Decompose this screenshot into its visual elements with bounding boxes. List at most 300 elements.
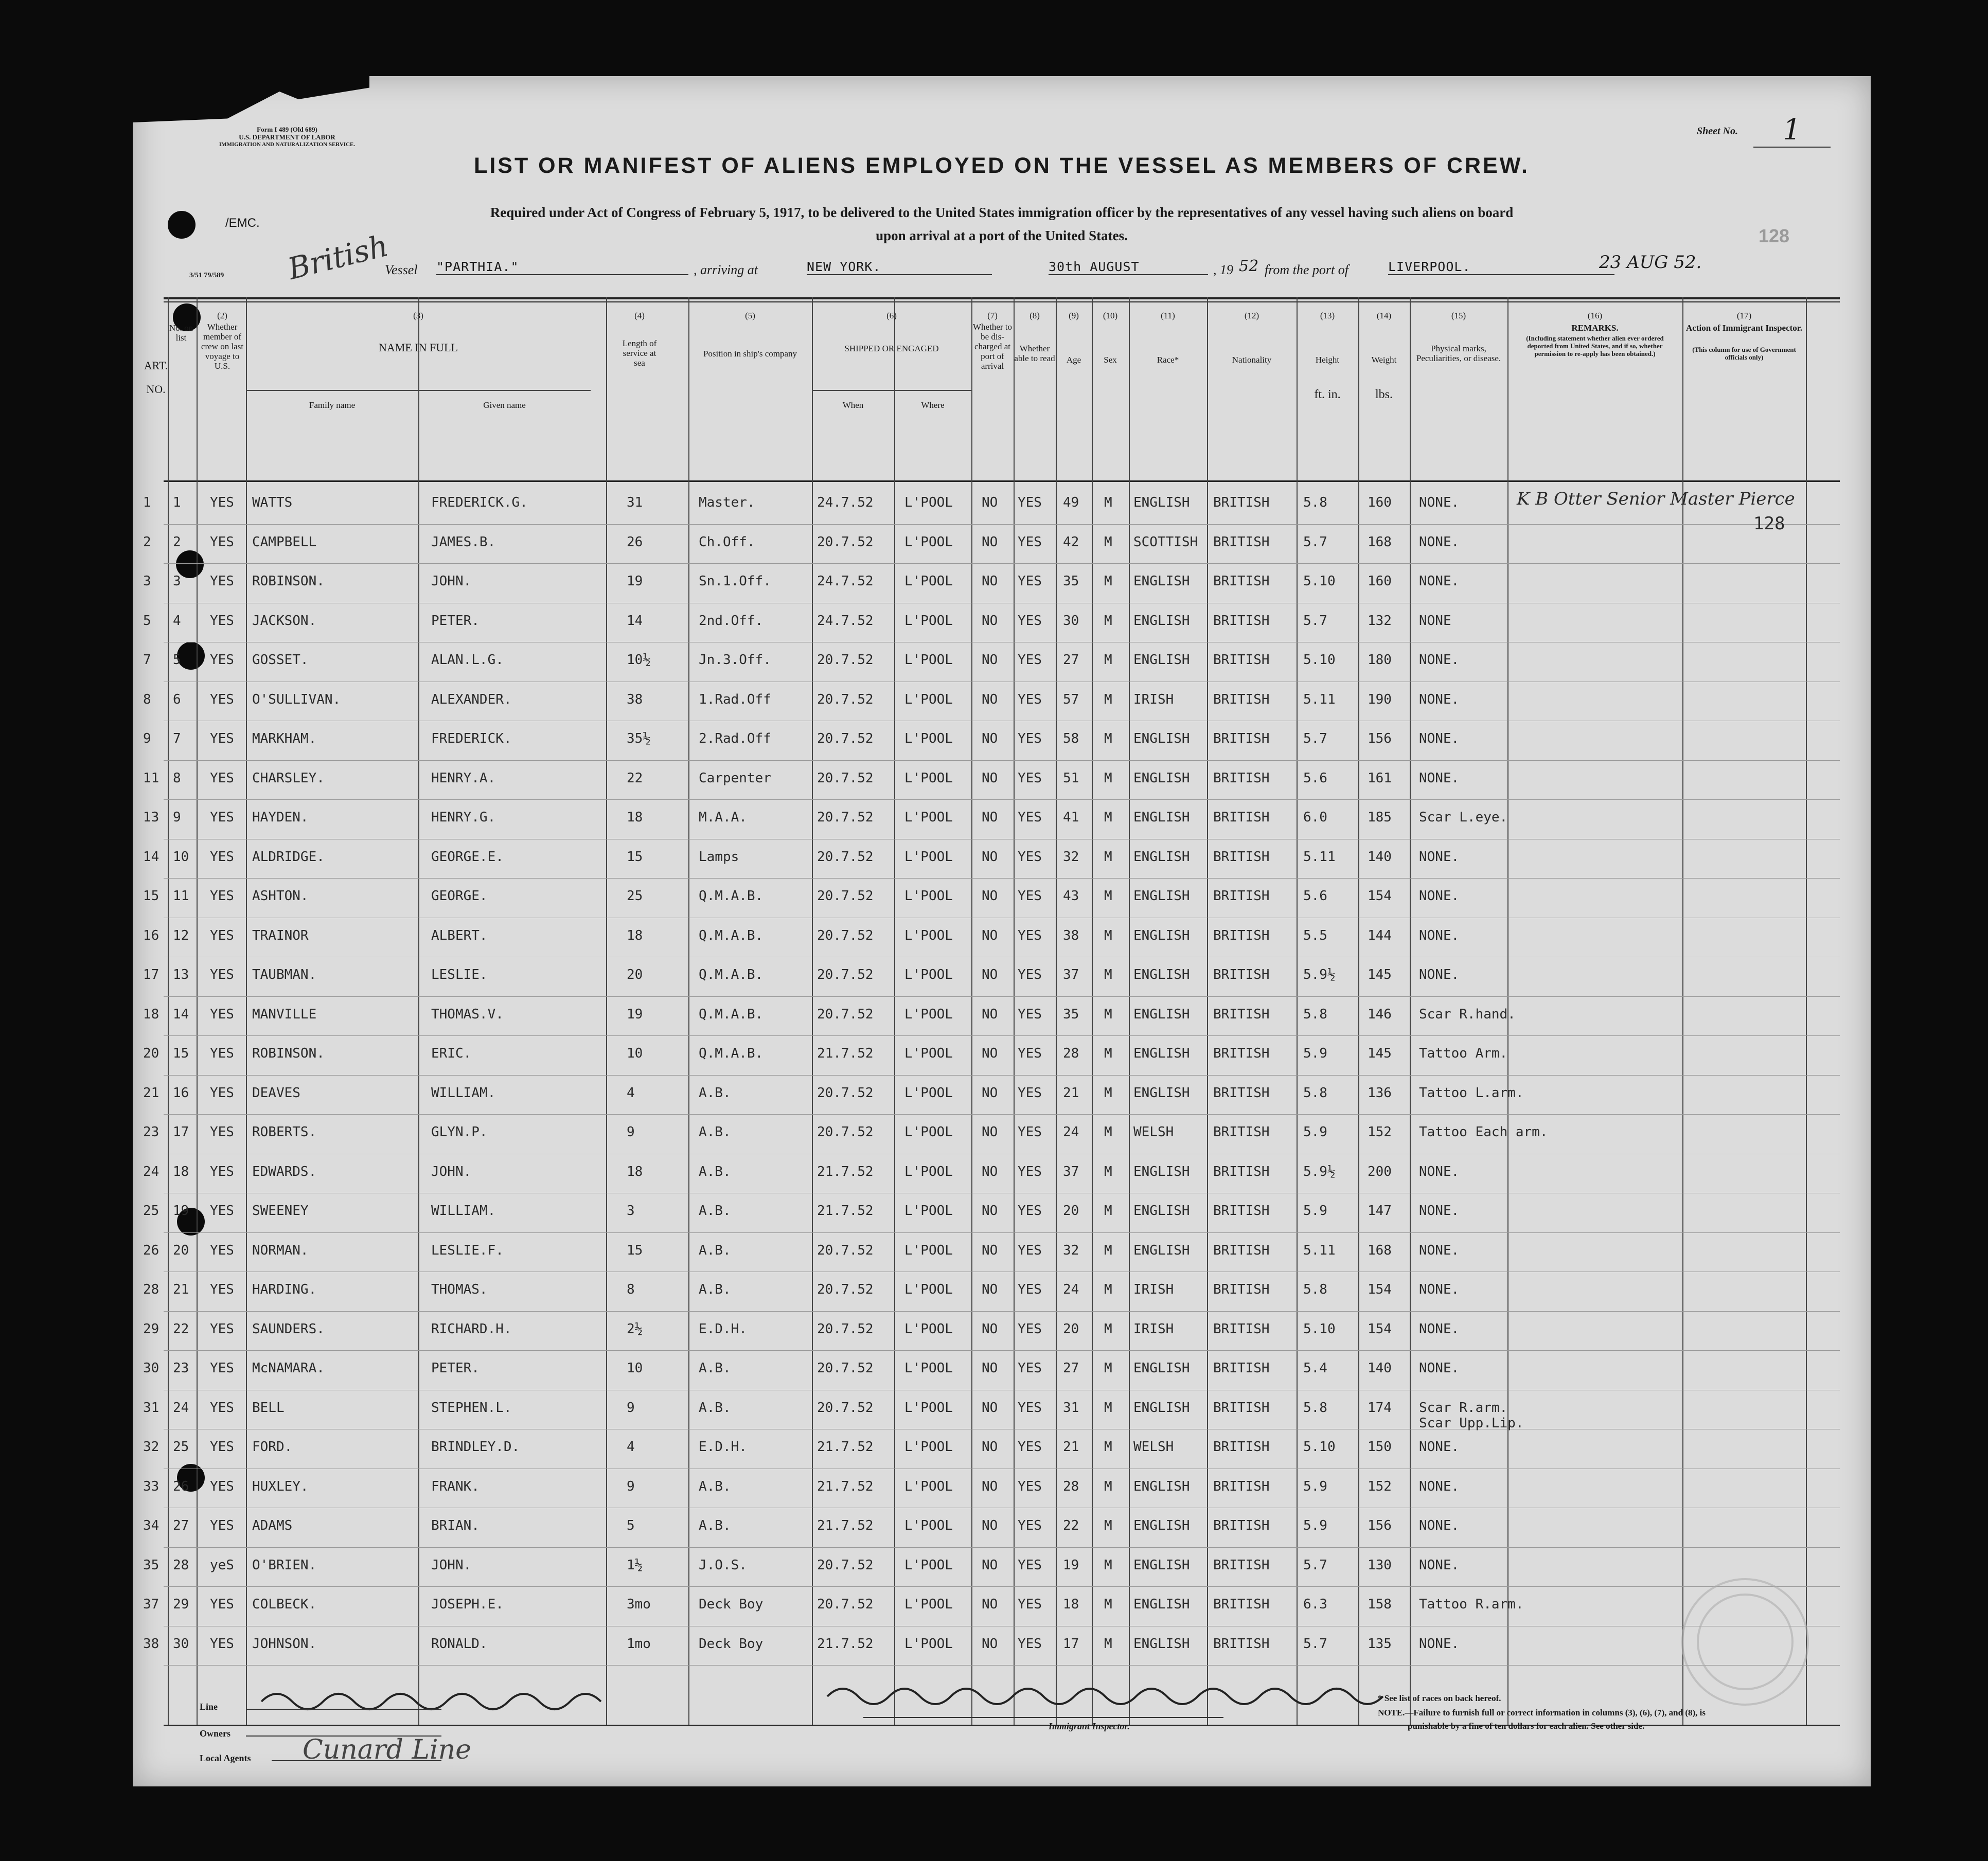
row-position: A.B. xyxy=(699,1203,731,1219)
row-last-voyage: YES xyxy=(210,495,234,510)
table-row xyxy=(133,842,1871,881)
row-discharge: NO xyxy=(982,1518,998,1533)
row-race: IRISH xyxy=(1133,1282,1174,1297)
row-art-no: 18 xyxy=(143,1006,159,1022)
row-last-voyage: YES xyxy=(210,1006,234,1022)
col7-num: (7) xyxy=(987,311,998,320)
row-last-voyage: YES xyxy=(210,1203,234,1219)
row-nationality: BRITISH xyxy=(1213,691,1270,707)
row-race: ENGLISH xyxy=(1133,1164,1190,1179)
col-inspector-subheader: (This column for use of Government officials only) xyxy=(1692,346,1796,361)
row-read: YES xyxy=(1018,1006,1042,1022)
row-when: 20.7.52 xyxy=(817,1085,874,1101)
row-marks: Scar L.eye. xyxy=(1419,810,1508,825)
row-race: IRISH xyxy=(1133,1321,1174,1337)
table-row xyxy=(133,566,1871,605)
row-marks: NONE. xyxy=(1419,1518,1460,1533)
row-last-voyage: YES xyxy=(210,652,234,668)
row-given-name: STEPHEN.L. xyxy=(431,1400,512,1416)
table-row xyxy=(133,921,1871,960)
row-age: 28 xyxy=(1063,1478,1079,1494)
row-age: 17 xyxy=(1063,1636,1079,1652)
row-discharge: NO xyxy=(982,1321,998,1337)
col-name-header: NAME IN FULL xyxy=(379,341,458,354)
sheet-number: 1 xyxy=(1753,113,1831,148)
row-marks: NONE. xyxy=(1419,1361,1460,1376)
row-discharge: NO xyxy=(982,574,998,589)
row-service: 19 xyxy=(627,574,643,589)
row-list-no: 7 xyxy=(173,731,181,746)
row-marks: Tattoo Arm. xyxy=(1419,1046,1508,1061)
table-row xyxy=(133,1432,1871,1471)
row-rule xyxy=(164,1547,1840,1548)
table-row xyxy=(133,1196,1871,1235)
row-when: 20.7.52 xyxy=(817,1242,874,1258)
row-weight: 147 xyxy=(1368,1203,1392,1219)
row-family-name: WATTS xyxy=(252,495,293,510)
row-marks: Tattoo R.arm. xyxy=(1419,1597,1524,1612)
row-sex: M xyxy=(1104,1400,1112,1416)
row-list-no: 29 xyxy=(173,1597,189,1612)
col3-num: (3) xyxy=(413,311,423,320)
col-height-header: Height xyxy=(1315,355,1340,365)
inspector-signature-line xyxy=(863,1717,1223,1718)
col9-num: (9) xyxy=(1069,311,1079,320)
row-given-name: JOHN. xyxy=(431,574,472,589)
col8-num: (8) xyxy=(1030,311,1040,320)
table-row xyxy=(133,960,1871,999)
row-race: ENGLISH xyxy=(1133,652,1190,668)
row-when: 20.7.52 xyxy=(817,1361,874,1376)
row-art-no: 32 xyxy=(143,1439,159,1455)
row-art-no: 9 xyxy=(143,731,151,746)
row-discharge: NO xyxy=(982,967,998,982)
row-position: A.B. xyxy=(699,1164,731,1179)
col-list-no-header: No. on list xyxy=(169,323,193,343)
row-rule xyxy=(164,524,1840,525)
col-discharge-header: Whether to be dis-charged at port of arrival xyxy=(973,322,1012,371)
row-given-name: HENRY.G. xyxy=(431,810,496,825)
row-weight: 190 xyxy=(1368,691,1392,707)
row-given-name: GEORGE. xyxy=(431,888,488,904)
row-list-no: 6 xyxy=(173,691,181,707)
sheet-label: Sheet No. xyxy=(1697,126,1738,137)
row-art-no: 26 xyxy=(143,1242,159,1258)
arrival-port: NEW YORK. xyxy=(807,259,992,275)
row-race: ENGLISH xyxy=(1133,731,1190,746)
row-given-name: WILLIAM. xyxy=(431,1203,496,1219)
row-weight: 154 xyxy=(1368,1282,1392,1297)
row-list-no: 8 xyxy=(173,770,181,786)
row-given-name: THOMAS.V. xyxy=(431,1006,504,1022)
row-age: 57 xyxy=(1063,691,1079,707)
row-where: L'POOL xyxy=(904,1321,953,1337)
row-weight: 144 xyxy=(1368,927,1392,943)
row-weight: 130 xyxy=(1368,1557,1392,1573)
row-sex: M xyxy=(1104,1478,1112,1494)
row-age: 19 xyxy=(1063,1557,1079,1573)
table-row xyxy=(133,527,1871,566)
row-marks: NONE. xyxy=(1419,927,1460,943)
row-where: L'POOL xyxy=(904,652,953,668)
row-nationality: BRITISH xyxy=(1213,967,1270,982)
row-where: L'POOL xyxy=(904,770,953,786)
row-when: 21.7.52 xyxy=(817,1046,874,1061)
row-position: J.O.S. xyxy=(699,1557,747,1573)
row-race: WELSH xyxy=(1133,1439,1174,1455)
row-weight: 140 xyxy=(1368,849,1392,865)
row-when: 21.7.52 xyxy=(817,1636,874,1652)
row-age: 24 xyxy=(1063,1282,1079,1297)
row-last-voyage: yeS xyxy=(210,1557,234,1573)
row-race: ENGLISH xyxy=(1133,613,1190,629)
row-sex: M xyxy=(1104,1282,1112,1297)
row-family-name: CAMPBELL xyxy=(252,534,317,550)
row-discharge: NO xyxy=(982,1085,998,1101)
row-read: YES xyxy=(1018,731,1042,746)
row-sex: M xyxy=(1104,1321,1112,1337)
row-race: SCOTTISH xyxy=(1133,534,1198,550)
row-marks: Tattoo Each arm. xyxy=(1419,1124,1548,1140)
row-given-name: WILLIAM. xyxy=(431,1085,496,1101)
row-last-voyage: YES xyxy=(210,534,234,550)
row-nationality: BRITISH xyxy=(1213,613,1270,629)
row-position: Master. xyxy=(699,495,755,510)
row-weight: 140 xyxy=(1368,1361,1392,1376)
row-service: 10½ xyxy=(627,652,651,668)
row-discharge: NO xyxy=(982,691,998,707)
row-family-name: HAYDEN. xyxy=(252,810,309,825)
row-discharge: NO xyxy=(982,1046,998,1061)
row-when: 20.7.52 xyxy=(817,849,874,865)
row-nationality: BRITISH xyxy=(1213,1361,1270,1376)
row-last-voyage: YES xyxy=(210,1636,234,1652)
row-art-no: 16 xyxy=(143,927,159,943)
row-when: 21.7.52 xyxy=(817,1518,874,1533)
row-read: YES xyxy=(1018,1439,1042,1455)
row-last-voyage: YES xyxy=(210,1085,234,1101)
row-marks: NONE. xyxy=(1419,1557,1460,1573)
row-list-no: 14 xyxy=(173,1006,189,1022)
row-marks-secondary: Scar Upp.Lip. xyxy=(1419,1415,1524,1431)
row-marks: NONE. xyxy=(1419,967,1460,982)
row-position: E.D.H. xyxy=(699,1439,747,1455)
row-last-voyage: YES xyxy=(210,810,234,825)
row-marks: NONE. xyxy=(1419,1203,1460,1219)
row-race: ENGLISH xyxy=(1133,927,1190,943)
row-where: L'POOL xyxy=(904,967,953,982)
row-given-name: PETER. xyxy=(431,613,480,629)
row-height: 5.7 xyxy=(1303,1636,1327,1652)
subheader-divider xyxy=(246,390,591,391)
row-when: 20.7.52 xyxy=(817,927,874,943)
row-marks: NONE. xyxy=(1419,770,1460,786)
table-row xyxy=(133,724,1871,763)
departure-port: LIVERPOOL. xyxy=(1388,259,1614,275)
row-family-name: NORMAN. xyxy=(252,1242,309,1258)
row-family-name: TRAINOR xyxy=(252,927,309,943)
row-height: 5.9½ xyxy=(1303,1164,1336,1179)
row-position: A.B. xyxy=(699,1478,731,1494)
from-port-label: from the port of xyxy=(1265,262,1348,277)
row-family-name: JACKSON. xyxy=(252,613,317,629)
row-where: L'POOL xyxy=(904,534,953,550)
row-art-no: 17 xyxy=(143,967,159,982)
row-nationality: BRITISH xyxy=(1213,1124,1270,1140)
row-age: 35 xyxy=(1063,1006,1079,1022)
row-rule xyxy=(164,1114,1840,1115)
row-family-name: ASHTON. xyxy=(252,888,309,904)
row-given-name: FREDERICK.G. xyxy=(431,495,528,510)
row-when: 20.7.52 xyxy=(817,731,874,746)
row-marks: NONE. xyxy=(1419,849,1460,865)
row-race: ENGLISH xyxy=(1133,770,1190,786)
row-age: 37 xyxy=(1063,967,1079,982)
row-sex: M xyxy=(1104,574,1112,589)
row-nationality: BRITISH xyxy=(1213,574,1270,589)
row-weight: 160 xyxy=(1368,574,1392,589)
row-sex: M xyxy=(1104,1361,1112,1376)
row-last-voyage: YES xyxy=(210,691,234,707)
col-age-header: Age xyxy=(1066,355,1081,365)
row-when: 21.7.52 xyxy=(817,1478,874,1494)
row-sex: M xyxy=(1104,613,1112,629)
row-sex: M xyxy=(1104,691,1112,707)
subheader-divider xyxy=(812,390,971,391)
row-read: YES xyxy=(1018,770,1042,786)
row-family-name: HARDING. xyxy=(252,1282,317,1297)
row-marks: NONE. xyxy=(1419,1321,1460,1337)
row-height: 5.10 xyxy=(1303,1439,1336,1455)
row-age: 43 xyxy=(1063,888,1079,904)
row-list-no: 22 xyxy=(173,1321,189,1337)
row-where: L'POOL xyxy=(904,1006,953,1022)
row-given-name: FREDERICK. xyxy=(431,731,512,746)
row-position: A.B. xyxy=(699,1361,731,1376)
row-nationality: BRITISH xyxy=(1213,731,1270,746)
row-sex: M xyxy=(1104,1203,1112,1219)
row-age: 18 xyxy=(1063,1597,1079,1612)
row-race: ENGLISH xyxy=(1133,495,1190,510)
row-discharge: NO xyxy=(982,731,998,746)
row-art-no: 14 xyxy=(143,849,159,865)
table-row xyxy=(133,488,1871,534)
row-age: 37 xyxy=(1063,1164,1079,1179)
row-height: 5.10 xyxy=(1303,652,1336,668)
row-marks: NONE. xyxy=(1419,1164,1460,1179)
row-weight: 161 xyxy=(1368,770,1392,786)
row-rule xyxy=(164,760,1840,761)
row-where: L'POOL xyxy=(904,1046,953,1061)
row-given-name: JAMES.B. xyxy=(431,534,496,550)
row-marks: NONE. xyxy=(1419,888,1460,904)
row-rule xyxy=(164,1350,1840,1351)
row-position: 2nd.Off. xyxy=(699,613,764,629)
row-marks: NONE. xyxy=(1419,495,1460,510)
row-given-name: RICHARD.H. xyxy=(431,1321,512,1337)
row-age: 32 xyxy=(1063,1242,1079,1258)
col-remarks-subheader: (Including statement whether alien ever ordered deported from United States, and if so, whether permission to re-apply has been obtained.) xyxy=(1526,334,1664,357)
row-list-no: 11 xyxy=(173,888,189,904)
row-where: L'POOL xyxy=(904,888,953,904)
row-service: 15 xyxy=(627,1242,643,1258)
row-given-name: ALEXANDER. xyxy=(431,691,512,707)
row-art-no: 1 xyxy=(143,495,151,510)
col11-num: (11) xyxy=(1161,311,1175,320)
row-nationality: BRITISH xyxy=(1213,1557,1270,1573)
row-age: 20 xyxy=(1063,1203,1079,1219)
row-family-name: JOHNSON. xyxy=(252,1636,317,1652)
row-art-no: 33 xyxy=(143,1478,159,1494)
row-read: YES xyxy=(1018,1124,1042,1140)
row-list-no: 10 xyxy=(173,849,189,865)
agents-label: Local Agents xyxy=(200,1753,251,1763)
row-read: YES xyxy=(1018,888,1042,904)
row-service: 26 xyxy=(627,534,643,550)
row-marks: NONE. xyxy=(1419,731,1460,746)
year-prefix: , 19 xyxy=(1213,262,1233,277)
row-marks: NONE. xyxy=(1419,652,1460,668)
row-given-name: ALAN.L.G. xyxy=(431,652,504,668)
table-row xyxy=(133,802,1871,842)
row-where: L'POOL xyxy=(904,1203,953,1219)
table-row xyxy=(133,1472,1871,1511)
row-last-voyage: YES xyxy=(210,770,234,786)
table-row xyxy=(133,1511,1871,1550)
row-height: 5.6 xyxy=(1303,888,1327,904)
row-age: 21 xyxy=(1063,1085,1079,1101)
row-marks: NONE. xyxy=(1419,1242,1460,1258)
row-discharge: NO xyxy=(982,888,998,904)
row-service: 15 xyxy=(627,849,643,865)
row-art-no: 29 xyxy=(143,1321,159,1337)
row-when: 20.7.52 xyxy=(817,1282,874,1297)
handwritten-british: British xyxy=(284,228,392,287)
row-given-name: JOHN. xyxy=(431,1557,472,1573)
row-read: YES xyxy=(1018,652,1042,668)
table-row xyxy=(133,999,1871,1039)
row-age: 41 xyxy=(1063,810,1079,825)
row-art-no: 25 xyxy=(143,1203,159,1219)
row-rule xyxy=(164,1232,1840,1233)
fine-note-1: NOTE.—Failure to furnish full or correct information in columns (3), (6), (7), and (8), is xyxy=(1378,1708,1706,1717)
row-weight: 145 xyxy=(1368,967,1392,982)
row-weight: 150 xyxy=(1368,1439,1392,1455)
arrival-date: 30th AUGUST xyxy=(1049,259,1208,275)
row-last-voyage: YES xyxy=(210,1439,234,1455)
row-race: ENGLISH xyxy=(1133,574,1190,589)
row-rule xyxy=(164,1035,1840,1036)
row-given-name: JOHN. xyxy=(431,1164,472,1179)
row-service: 5 xyxy=(627,1518,635,1533)
row-marks: Scar R.hand. xyxy=(1419,1006,1516,1022)
row-discharge: NO xyxy=(982,1006,998,1022)
row-race: ENGLISH xyxy=(1133,1597,1190,1612)
row-race: ENGLISH xyxy=(1133,1046,1190,1061)
col13-num: (13) xyxy=(1320,311,1335,320)
row-read: YES xyxy=(1018,849,1042,865)
row-when: 24.7.52 xyxy=(817,495,874,510)
row-service: 18 xyxy=(627,927,643,943)
row-list-no: 30 xyxy=(173,1636,189,1652)
row-sex: M xyxy=(1104,495,1112,510)
row-marks: NONE. xyxy=(1419,1636,1460,1652)
document-title: LIST OR MANIFEST OF ALIENS EMPLOYED ON THE VESSEL AS MEMBERS OF CREW. xyxy=(474,153,1530,178)
col-weight-header: Weight xyxy=(1371,355,1397,365)
row-race: ENGLISH xyxy=(1133,1203,1190,1219)
row-when: 20.7.52 xyxy=(817,770,874,786)
row-sex: M xyxy=(1104,1046,1112,1061)
row-race: ENGLISH xyxy=(1133,1557,1190,1573)
table-row xyxy=(133,763,1871,802)
row-family-name: MANVILLE xyxy=(252,1006,317,1022)
row-height: 5.7 xyxy=(1303,534,1327,550)
row-where: L'POOL xyxy=(904,1478,953,1494)
row-given-name: JOSEPH.E. xyxy=(431,1597,504,1612)
row-service: 18 xyxy=(627,1164,643,1179)
col-position-header: Position in ship's company xyxy=(703,349,797,359)
col10-num: (10) xyxy=(1103,311,1118,320)
col-when-header: When xyxy=(842,400,864,410)
row-discharge: NO xyxy=(982,770,998,786)
owners-label: Owners xyxy=(200,1728,230,1739)
row-age: 31 xyxy=(1063,1400,1079,1416)
row-art-no: 23 xyxy=(143,1124,159,1140)
row-weight: 146 xyxy=(1368,1006,1392,1022)
row-sex: M xyxy=(1104,1597,1112,1612)
row-read: YES xyxy=(1018,1636,1042,1652)
row-given-name: BRIAN. xyxy=(431,1518,480,1533)
row-nationality: BRITISH xyxy=(1213,770,1270,786)
row-height: 5.7 xyxy=(1303,1557,1327,1573)
row-nationality: BRITISH xyxy=(1213,927,1270,943)
line-label: Line xyxy=(200,1702,218,1712)
row-sex: M xyxy=(1104,1242,1112,1258)
row-list-no: 5 xyxy=(173,652,181,668)
row-height: 5.5 xyxy=(1303,927,1327,943)
row-family-name: ROBERTS. xyxy=(252,1124,317,1140)
row-age: 51 xyxy=(1063,770,1079,786)
row-read: YES xyxy=(1018,1478,1042,1494)
row-race: ENGLISH xyxy=(1133,1478,1190,1494)
row-service: 3mo xyxy=(627,1597,651,1612)
row-read: YES xyxy=(1018,574,1042,589)
row-family-name: O'SULLIVAN. xyxy=(252,691,341,707)
row-position: A.B. xyxy=(699,1282,731,1297)
col-family-name-header: Family name xyxy=(309,400,356,410)
row-nationality: BRITISH xyxy=(1213,1006,1270,1022)
row-height: 5.9 xyxy=(1303,1478,1327,1494)
row-list-no: 9 xyxy=(173,810,181,825)
row-art-no: 20 xyxy=(143,1046,159,1061)
row-height: 5.7 xyxy=(1303,731,1327,746)
row-sex: M xyxy=(1104,731,1112,746)
row-list-no: 28 xyxy=(173,1557,189,1573)
row-when: 20.7.52 xyxy=(817,888,874,904)
row-family-name: DEAVES xyxy=(252,1085,300,1101)
row-service: 9 xyxy=(627,1400,635,1416)
row-age: 28 xyxy=(1063,1046,1079,1061)
row-where: L'POOL xyxy=(904,1085,953,1101)
row-service: 10 xyxy=(627,1046,643,1061)
row-when: 21.7.52 xyxy=(817,1164,874,1179)
row-race: ENGLISH xyxy=(1133,1361,1190,1376)
row-where: L'POOL xyxy=(904,691,953,707)
row-age: 35 xyxy=(1063,574,1079,589)
row-list-no: 25 xyxy=(173,1439,189,1455)
row-given-name: HENRY.A. xyxy=(431,770,496,786)
row-when: 24.7.52 xyxy=(817,574,874,589)
